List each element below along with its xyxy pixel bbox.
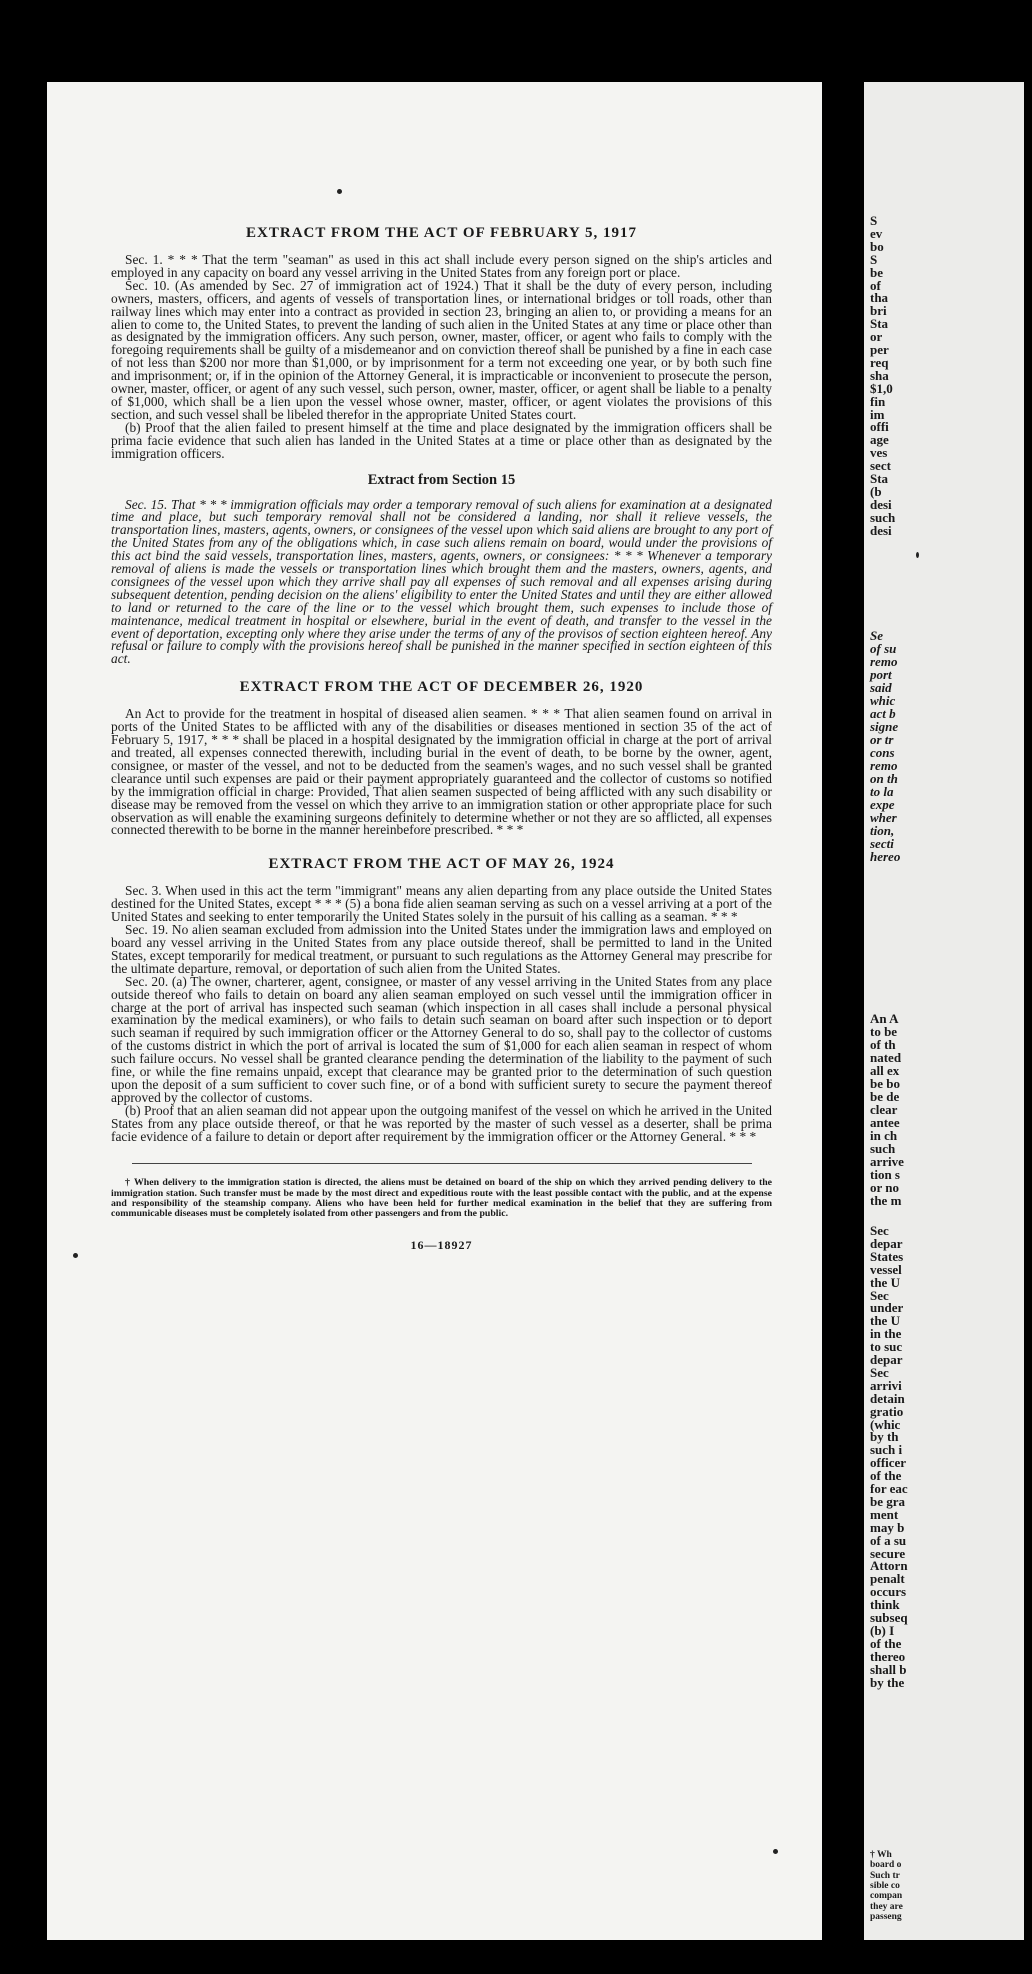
right-page-fragment: Sec xyxy=(870,1287,889,1303)
right-page-fragment: fin xyxy=(870,393,886,409)
right-page-fragment: secti xyxy=(870,836,894,851)
right-page-fragment: † Wh xyxy=(870,1850,892,1860)
right-page-fragment: whic xyxy=(870,693,896,708)
right-page-fragment: per xyxy=(870,342,889,357)
right-page-fragment: port xyxy=(870,667,892,682)
right-page-fragment: bo xyxy=(870,238,884,254)
right-page-fragment: ev xyxy=(870,225,883,241)
right-page-fragment: Sta xyxy=(870,316,889,332)
right-page-fragment: offi xyxy=(870,419,889,435)
page-mark xyxy=(337,189,342,194)
right-page-fragment: such xyxy=(870,509,896,525)
right-page-fragment: cons xyxy=(870,745,895,760)
right-page-fragment: sha xyxy=(870,367,889,383)
right-page-fragment: may b xyxy=(870,1519,905,1535)
right-page-fragment: desi xyxy=(870,496,892,512)
document-body xyxy=(111,224,772,1253)
right-page-fragment: signe xyxy=(870,719,899,734)
right-page-fragment: or xyxy=(870,329,883,345)
right-page-fragment: the U xyxy=(870,1274,900,1290)
right-page-fragment: S xyxy=(870,213,878,228)
right-page-fragment: arrive xyxy=(870,1154,904,1169)
right-page-fragment: wher xyxy=(870,810,897,825)
paragraph-sec-19: Sec. 19. No alien seaman excluded from admission into the United States under the immigration laws and employed on board any vessel arriving in the United States from any place outside thereof, shall be permitted to land in the United States, except temporarily for medical treatment, or pursuant to such regulations as the Attorney General may prescribe for the ultimate departure, removal, or deportation of such alien from the United States. xyxy=(111,922,772,976)
right-page-fragment: in the xyxy=(870,1326,902,1342)
right-page-fragment: ment xyxy=(870,1506,899,1522)
paragraph-sec-10: Sec. 10. (As amended by Sec. 27 of immigration act of 1924.) That it shall be the duty of every person, including owners, masters, officers, and agents of vessels of transportation lines, or international bridges or toll roads, other than railway lines which may enter into a contract as provided in section 23, bringing an alien to, or providing a means for an alien to come to, the United States, to prevent the landing of such alien in the United States at any time or place other than as designated by the immigration officers. Any such person, owner, master, officer, or agent who fails to comply with the foregoing requirements shall be guilty of a misdemeanor and on conviction thereof shall be punished by a fine in each case of not less than $200 nor more than $1,000, or by imprisonment for a term not exceeding one year, or by both such fine and imprisonment; or, if in the opinion of the Attorney General, it is impracticable or inconvenient to prosecute the person, owner, master, officer, or agent of any such vessel, such person, owner, master, officer, or agent shall be liable to a penalty of $1,000, which shall be a lien upon the vessel whose owner, master, officer, or agent violates the provisions of this section, and such vessel shall be libeled therefor in the appropriate United States court. xyxy=(111,277,772,422)
margin-mark xyxy=(773,1849,778,1854)
heading-act-1917: EXTRACT FROM THE ACT OF FEBRUARY 5, 1917 xyxy=(246,225,637,241)
right-page-fragment: bri xyxy=(870,303,887,319)
heading-section-15: Extract from Section 15 xyxy=(367,471,516,488)
right-page-fragment: Such tr xyxy=(870,1870,900,1881)
paragraph-act-1920: An Act to provide for the treatment in hospital of diseased alien seamen. * * * That alien seamen found on arrival in ports of the United States to be afflicted with any of the disabilities or diseases mentioned in section 35 of the act of February 5, 1917, * * * shall be placed in a hospital designated by the immigration official in charge at the port of arrival and treated, all expenses connected therewith, including burial in the event of death, to be borne by the owner, agent, consignee, or master of the vessel, and not to be deducted from the seamen's wages, and no such vessel shall be granted clearance until such expenses are paid or their payment appropriately guaranteed and the collector of customs so notified by the immigration official in charge: Provided, That alien seamen suspected of being afflicted with any such disability or disease may be removed from the vessel on which they arrive to an immigration station or other appropriate place for such observation as will enable the examining surgeons definitely to determine whether or not they are so afflicted, all expenses connected therewith to be borne in the manner hereinbefore prescribed. * * * xyxy=(111,706,772,838)
right-page-fragment: secure xyxy=(870,1545,906,1561)
paragraph-sec-10b: (b) Proof that the alien failed to present himself at the time and place designated by the immigration officers shall be prima facie evidence that such alien has landed in the United States at a time or place other than as designated by the immigration officers. xyxy=(111,419,772,461)
right-page-fragment: Se xyxy=(870,628,883,643)
right-page-fragment: or no xyxy=(870,1180,900,1195)
right-page-fragment: the U xyxy=(870,1313,900,1329)
right-page-fragment: be xyxy=(870,264,883,280)
right-page-fragment: req xyxy=(870,354,889,370)
right-page-fragment: of xyxy=(870,277,881,293)
paragraph-sec-1: Sec. 1. * * * That the term "seaman" as used in this act shall include every person signed on the ship's articles and employed in any capacity on board any vessel arriving in the United States from any foreign port or place. xyxy=(111,252,772,280)
right-page-fragment: occurs xyxy=(870,1584,907,1600)
right-page-fragment: penalt xyxy=(870,1571,905,1587)
right-page-fragment: of a su xyxy=(870,1532,907,1548)
right-page-fragment: by th xyxy=(870,1429,899,1445)
right-page-fragment: sect xyxy=(870,458,891,474)
right-page-fragment: Sec xyxy=(870,1364,889,1380)
right-page-fragment: (whic xyxy=(870,1416,901,1432)
right-page-fragment: S xyxy=(870,251,878,267)
right-page-fragment: age xyxy=(870,432,889,448)
right-page-fragment: thereo xyxy=(870,1648,906,1664)
right-page-fragment: detain xyxy=(870,1390,905,1406)
right-page-fragment: tion, xyxy=(870,823,895,838)
right-page-fragment: of the xyxy=(870,1635,902,1651)
right-page-fragment: Sec xyxy=(870,1223,889,1238)
right-page-fragment: of the xyxy=(870,1468,902,1484)
right-page-fragment: or tr xyxy=(870,732,894,747)
right-page-fragment: hereo xyxy=(870,849,901,864)
right-page-fragment: An A xyxy=(870,1011,899,1026)
right-page-fragment: subseq xyxy=(870,1610,908,1625)
right-page-fragment: board o xyxy=(870,1860,902,1871)
right-page-fragment: arrivi xyxy=(870,1377,902,1393)
right-page-fragment: be de xyxy=(870,1089,900,1104)
right-page-fragment: gratio xyxy=(870,1403,904,1419)
right-page-fragment: to la xyxy=(870,784,894,799)
right-page-fragment: to suc xyxy=(870,1339,903,1355)
right-page-fragment: act b xyxy=(870,706,896,721)
right-page-fragment: compan xyxy=(870,1891,903,1902)
right-page-fragment: officer xyxy=(870,1455,907,1471)
right-page-fragment: $1,0 xyxy=(870,380,893,396)
page-number: 16—18927 xyxy=(410,1237,473,1252)
right-page-fragment: vessel xyxy=(870,1261,902,1277)
right-page-fragment: by the xyxy=(870,1674,905,1690)
right-page-fragment: Sta xyxy=(870,471,889,486)
document-page-left xyxy=(47,82,822,1940)
right-page-fragment: said xyxy=(870,680,892,695)
right-page-fragment: remo xyxy=(870,654,898,669)
right-page-fragment: such i xyxy=(870,1442,903,1458)
document-page-right xyxy=(864,82,1024,1940)
right-page-fragment: all ex xyxy=(870,1063,900,1078)
right-page-fragment: ves xyxy=(870,445,888,461)
right-page-fragment: passeng xyxy=(870,1911,902,1922)
paragraph-sec-15: Sec. 15. That * * * immigration officials may order a temporary removal of such aliens for examination at a designated time and place, but such temporary removal shall not be considered a landing, nor shall it relieve vessels, the transportation lines, masters, agents, owners, or consignees of the vessel upon which said aliens are brought to any port of the United States from any of the obligations which, in case such aliens remain on board, would under the provisions of this act bind the said vessels, transportation lines, masters, agents, owners, or consignees: * * * Whenever a temporary removal of aliens is made the vessels or transportation lines which brought them and the masters, owners, agents, and consignees of the vessel upon which they arrive shall pay all expenses of such removal and all expenses arising during subsequent detention, pending decision on the aliens' eligibility to enter the United States and until they are either allowed to land or returned to the care of the line or to the vessel which brought them, such expenses to include those of maintenance, medical treatment in hospital or elsewhere, burial in the event of death, and transfer to the vessel in the event of deportation, excepting only where they arise under the terms of any of the provisos of section eighteen hereof. Any refusal or failure to comply with the provisions hereof shall be punished in the manner specified in section eighteen of this act. xyxy=(111,496,772,667)
paragraph-sec-20: Sec. 20. (a) The owner, charterer, agent, consignee, or master of any vessel arriving in the United States from any place outside thereof who fails to detain on board any alien seaman employed on such vessel until the immigration officer in charge at the port of arrival has inspected such seaman (which inspection in all cases shall include a personal physical examination by the medical examiners), or who fails to detain such seaman on board after such inspection or to deport such seaman if required by such immigration officer or the Attorney General to do so, shall pay to the collector of customs of the customs district in which the port of arrival is located the sum of $1,000 for each alien seaman in respect of whom such failure occurs. No vessel shall be granted clearance pending the determination of the liability to the payment of such fine, or while the fine remains unpaid, except that clearance may be granted prior to the determination of such question upon the deposit of a sum sufficient to cover such fine, or of a bond with sufficient surety to secure the payment thereof approved by the collector of customs. xyxy=(111,973,772,1105)
right-page-fragment: of th xyxy=(870,1037,896,1052)
right-page-fragment: nated xyxy=(870,1050,902,1065)
right-page-fragment: for eac xyxy=(870,1481,908,1496)
heading-act-1920: EXTRACT FROM THE ACT OF DECEMBER 26, 1920 xyxy=(239,679,644,696)
footnote: † When delivery to the immigration station is directed, the aliens must be detained on board of the ship on which they arrived pending delivery to the immigration station. Such transfer must be made by the most direct and expeditious route with the least possible contact with the public, and at the expense and responsibility of the steamship company. Aliens who have been held for further medical examination in the belief that they are suffering from communicable diseases must be completely isolated from other passengers and from the public. xyxy=(111,1177,772,1220)
right-page-fragment: they are xyxy=(870,1901,903,1912)
right-page-fragment: depar xyxy=(870,1352,903,1367)
right-page-fragment: States xyxy=(870,1248,904,1264)
right-page-fragment: in ch xyxy=(870,1128,898,1143)
right-page-fragment: the m xyxy=(870,1193,902,1208)
right-page-fragment: tha xyxy=(870,290,889,306)
right-page-fragment: clear xyxy=(870,1102,898,1117)
paragraph-sec-20b: (b) Proof that an alien seaman did not appear upon the outgoing manifest of the vessel on which he arrived in the United States from any place outside thereof, or that he was reported by the master of such vessel as a deserter, shall be prima facie evidence of a failure to detain or deport after requirement by the immigration officer or the Attorney General. * * * xyxy=(111,1102,772,1144)
right-page-fragment: under xyxy=(870,1300,904,1316)
right-page-fragment: be gra xyxy=(870,1493,906,1509)
right-page-fragment: be bo xyxy=(870,1076,900,1091)
heading-act-1924: EXTRACT FROM THE ACT OF MAY 26, 1924 xyxy=(268,856,615,873)
right-page-fragment: expe xyxy=(870,797,895,812)
right-page-fragment: to be xyxy=(870,1024,898,1039)
right-page-fragment: (b xyxy=(870,483,882,499)
right-page-fragment: antee xyxy=(870,1115,900,1130)
paragraph-sec-3: Sec. 3. When used in this act the term "immigrant" means any alien departing from any place outside the United States destined for the United States, except * * * (5) a bona fide alien seaman serving as such on a vessel arriving at a port of the United States and seeking to enter temporarily the United States solely in the pursuit of his calling as a seaman. * * * xyxy=(111,883,772,925)
margin-mark xyxy=(73,1253,78,1258)
right-page-fragment: Attorn xyxy=(870,1558,908,1574)
right-page-fragment: such xyxy=(870,1141,896,1156)
right-page-fragment: im xyxy=(870,406,885,422)
right-page-fragment: of su xyxy=(870,641,897,656)
right-page-fragment: on th xyxy=(870,771,898,786)
right-page-fragment: desi xyxy=(870,522,892,538)
right-page-fragment: shall b xyxy=(870,1661,907,1677)
right-page-fragment: sible co xyxy=(870,1880,900,1891)
right-page-fragment: (b) I xyxy=(870,1622,895,1638)
margin-mark xyxy=(916,552,919,558)
right-page-fragment: tion s xyxy=(870,1167,900,1182)
right-page-fragment: remo xyxy=(870,758,898,773)
right-page-fragment: think xyxy=(870,1597,900,1613)
footnote-divider xyxy=(132,1163,752,1164)
right-page-fragment: depar xyxy=(870,1235,903,1251)
